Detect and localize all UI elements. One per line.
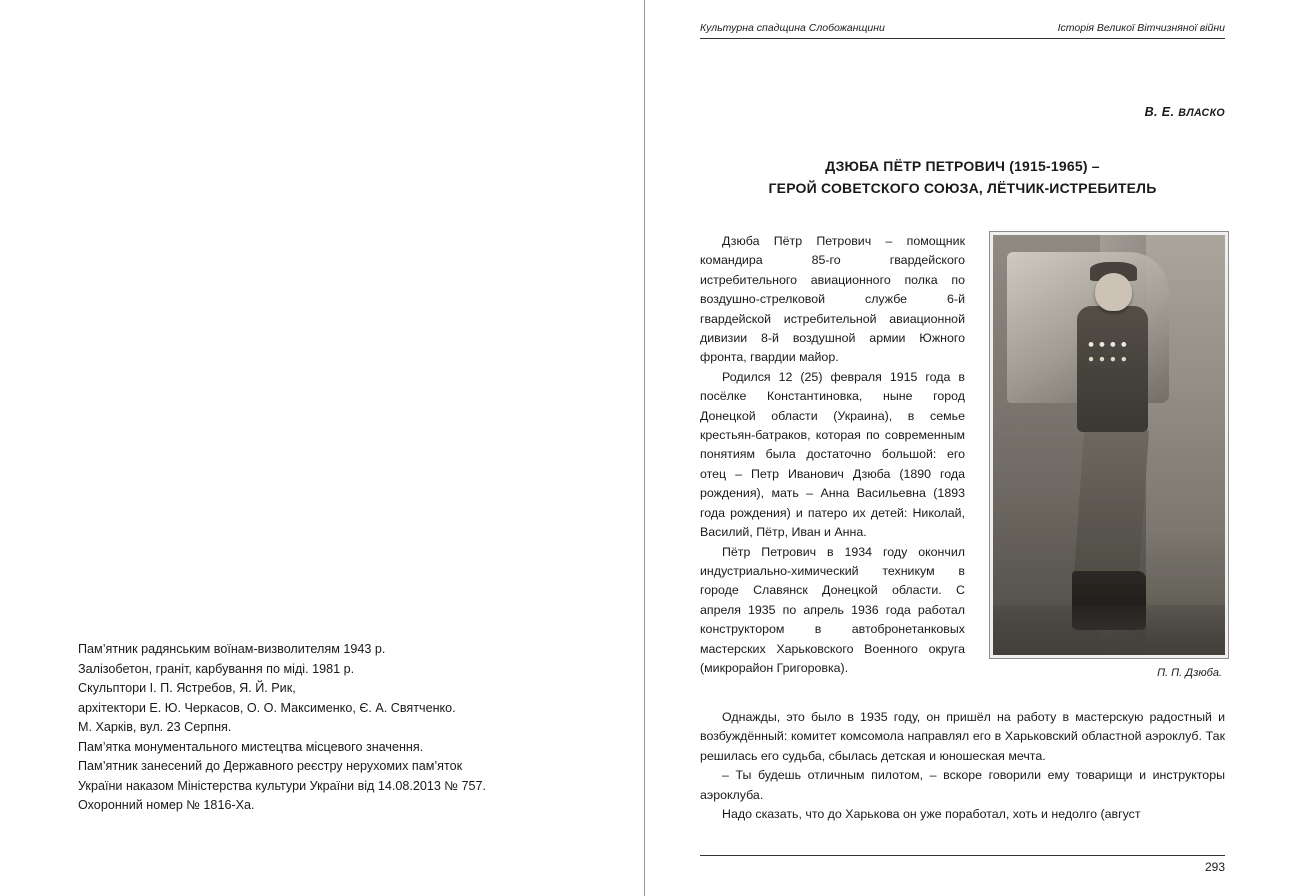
author-surname: ВЛАСКО bbox=[1178, 107, 1225, 119]
caption-line: Охоронний номер № 1816-Ха. bbox=[78, 798, 255, 812]
photo-figure-head bbox=[1095, 273, 1132, 311]
paragraph: Надо сказать, что до Харькова он уже поработал, хоть и недолго (август bbox=[722, 807, 1141, 822]
paragraph: Родился 12 (25) февраля 1915 года в посёлке Константиновка, ныне город Донецкой области (Украина), в семье крестьян-батраков, которая по современным понятиям была достаточно большой: его отец – Петр Иванович Дзюба (1890 года рождения), мать – Анна Васильевна (1893 года рождения) и патеро их детей: Николай, Василий, Пётр, Иван и Анна. bbox=[700, 369, 965, 540]
header-rule bbox=[700, 38, 1225, 39]
article-title bbox=[700, 155, 1225, 199]
paragraph: Однажды, это было в 1935 году, он пришёл на работу в мастерскую радостный и возбуждённый: комитет комсомола направлял его в Харьковский областной аэроклуб. Так решилась его судьба, сбылась детская и юношеская мечта. bbox=[700, 710, 1225, 763]
paragraph: – Ты будешь отличным пилотом, – вскоре говорили ему товарищи и инструкторы аэроклуба. bbox=[700, 768, 1225, 802]
photo-image bbox=[993, 235, 1225, 655]
paragraph: Пётр Петрович в 1934 году окончил индустриально-химический техникум в городе Славянск Донецкой области. С апреля 1935 по апрель 1936 года работал конструктором в автобронетанковых мастерских Харьковского Военного округа (микрорайон Григоровка). bbox=[700, 544, 965, 675]
article-title-line-2: ГЕРОЙ СОВЕТСКОГО СОЮЗА, ЛЁТЧИК-ИСТРЕБИТЕЛЬ bbox=[768, 180, 1157, 196]
running-head-left: Культурна спадщина Слобожанщини bbox=[700, 22, 885, 34]
photo-figure-medals bbox=[1086, 336, 1128, 378]
paragraph: Дзюба Пётр Петрович – помощник командира 85-го гвардейского истребительного авиационного полка по воздушно-стрелковой службе 6-й гвардейской истребительной авиационной дивизии 8-й воздушной армии Южного фронта, гвардии майор. bbox=[700, 234, 965, 365]
caption-line: Залізобетон, граніт, карбування по міді. 1981 р. bbox=[78, 661, 355, 676]
portrait-figure bbox=[990, 232, 1222, 679]
article-author bbox=[1145, 105, 1225, 119]
monument-caption-block bbox=[78, 640, 578, 816]
caption-line: М. Харків, вул. 23 Серпня. bbox=[78, 720, 232, 734]
article-column-text bbox=[700, 232, 965, 678]
article-full-width-text bbox=[700, 708, 1225, 824]
caption-line: Пам’ятник радянським воїнам-визволителям 1943 р. bbox=[78, 642, 386, 656]
running-head-right: Історія Великої Вітчизняної війни bbox=[1057, 22, 1225, 34]
footer-rule bbox=[700, 855, 1225, 856]
caption-line: Скульптори І. П. Ястребов, Я. Й. Рик, bbox=[78, 681, 296, 695]
page-gutter-line bbox=[644, 0, 645, 896]
caption-line: Пам’ятка монументального мистецтва місцевого значення. bbox=[78, 739, 424, 754]
photo-figure-legs bbox=[1074, 428, 1150, 579]
running-heads bbox=[700, 22, 1225, 34]
author-initials: В. Е. bbox=[1144, 105, 1179, 119]
portrait-photo bbox=[990, 232, 1228, 658]
caption-line: Пам’ятник занесений до Державного реєстру нерухомих пам’яток bbox=[78, 759, 463, 773]
photo-ground bbox=[993, 605, 1225, 655]
caption-line: архітектори Е. Ю. Черкасов, О. О. Максименко, Є. А. Святченко. bbox=[78, 700, 456, 715]
photo-caption: П. П. Дзюба. bbox=[1157, 667, 1222, 679]
caption-line: України наказом Міністерства культури України від 14.08.2013 № 757. bbox=[78, 778, 486, 793]
article-title-line-1: ДЗЮБА ПЁТР ПЕТРОВИЧ (1915-1965) – bbox=[825, 158, 1100, 174]
page-number: 293 bbox=[1204, 860, 1225, 874]
